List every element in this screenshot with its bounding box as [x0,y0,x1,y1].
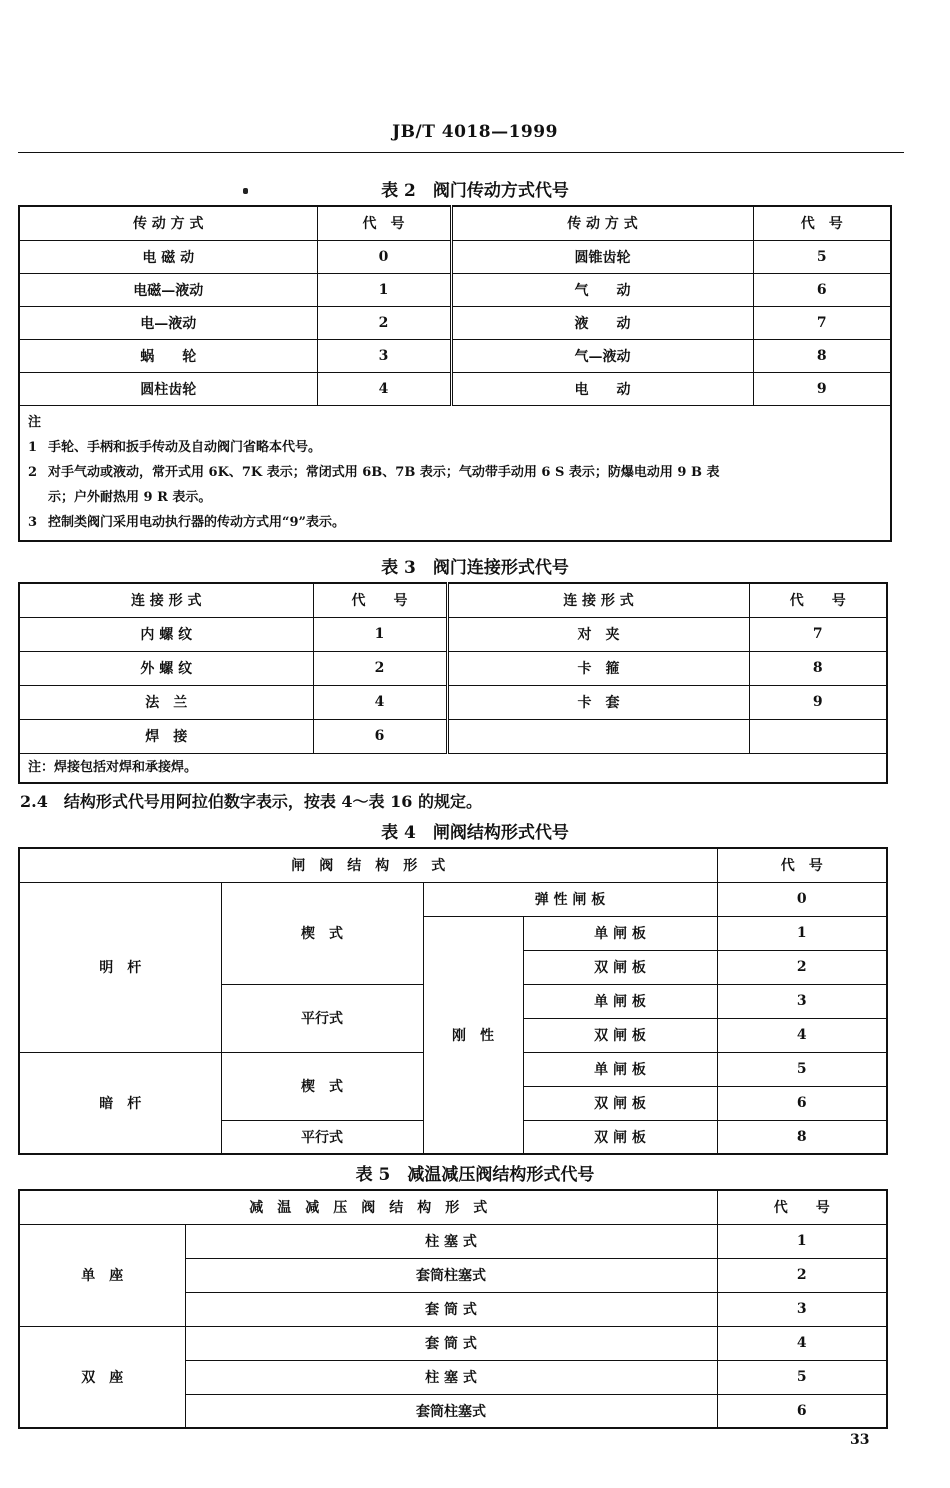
table-cell: 4 [317,372,451,405]
table5-caption: 表 5 减温减压阀结构形式代号 [355,1165,595,1185]
header-rule [18,152,904,153]
table3-note-row [19,753,887,783]
table2-header-cell: 传 动 方 式 [19,206,317,240]
table-cell: 8 [753,339,891,372]
table-cell: 电—液动 [19,306,317,339]
table2-caption: 表 2 阀门传动方式代号 [381,181,569,201]
table-cell: 套筒柱塞式 [185,1258,717,1292]
table4-tan-xing: 弹 性 闸 板 [423,882,717,916]
table-cell: 套 筒 式 [185,1292,717,1326]
note-text: 手轮、手柄和扳手传动及自动阀门省略本代号。 [48,439,322,455]
table-cell: 5 [753,240,891,273]
table-cell: 内 螺 纹 [19,617,313,651]
table3-header-cell: 代 号 [313,583,447,617]
table-cell: 双 闸 板 [523,1120,717,1154]
table2-notes-row [19,405,891,541]
table-cell: 6 [753,273,891,306]
table-cell: 对 夹 [447,617,749,651]
note-number: 3 [28,514,38,530]
table-cell: 2 [717,950,887,984]
table-cell: 6 [313,719,447,753]
table-cell: 1 [313,617,447,651]
table-cell: 卡 箍 [447,651,749,685]
table-cell: 1 [717,1224,887,1258]
table3 [18,582,888,784]
table-cell: 双 闸 板 [523,1086,717,1120]
table5-header-row [19,1190,887,1224]
table3-note: 注：焊接包括对焊和承接焊。 [19,753,887,783]
table-row [19,372,891,405]
table-cell: 4 [717,1326,887,1360]
note-number: 2 [28,464,38,480]
table-cell: 0 [317,240,451,273]
table-cell: 8 [749,651,887,685]
note-item [28,460,882,485]
table-cell: 柱 塞 式 [185,1224,717,1258]
table2-notes [19,405,891,541]
table4-ping-xing-shi: 平行式 [221,984,423,1052]
table5 [18,1189,888,1429]
table-cell: 9 [753,372,891,405]
table-row [19,719,887,753]
table4-ming-gan: 明 杆 [19,882,221,1052]
table4-caption: 表 4 闸阀结构形式代号 [381,823,569,843]
table-row [19,1326,887,1360]
table-row [19,1224,887,1258]
note-continuation: 示；户外耐热用 9 R 表示。 [48,489,212,505]
table-cell: 圆柱齿轮 [19,372,317,405]
table-cell: 套筒柱塞式 [185,1394,717,1428]
note-item [28,510,882,535]
table-cell: 8 [717,1120,887,1154]
table-cell: 5 [717,1052,887,1086]
note-text: 控制类阀门采用电动执行器的传动方式用“9”表示。 [48,514,346,530]
table-cell: 3 [717,984,887,1018]
table-cell: 1 [317,273,451,306]
table-cell: 9 [749,685,887,719]
table-row [19,685,887,719]
table-cell: 2 [313,651,447,685]
table5-group-label: 双 座 [19,1326,185,1428]
table4-xie-shi: 楔 式 [221,882,423,984]
table-cell: 柱 塞 式 [185,1360,717,1394]
notes-title: 注 [28,414,42,430]
table-row [19,306,891,339]
table-cell: 圆锥齿轮 [451,240,753,273]
table-cell: 4 [313,685,447,719]
table-cell: 6 [717,1086,887,1120]
table-cell: 套 筒 式 [185,1326,717,1360]
table-cell: 气 动 [451,273,753,306]
table3-header-cell: 连 接 形 式 [447,583,749,617]
table3-caption: 表 3 阀门连接形式代号 [381,558,569,578]
table-cell: 1 [717,916,887,950]
table-cell: 5 [717,1360,887,1394]
table4-an-gan: 暗 杆 [19,1052,221,1154]
table-cell: 双 闸 板 [523,1018,717,1052]
table4-header-row [19,848,887,882]
table3-header-row [19,583,887,617]
table2-header-cell: 代 号 [317,206,451,240]
note-item [28,435,882,460]
table4 [18,847,888,1155]
table4-header: 闸 阀 结 构 形 式 [19,848,717,882]
table-cell: 蜗 轮 [19,339,317,372]
table-cell: 焊 接 [19,719,313,753]
table4-xie-shi: 楔 式 [221,1052,423,1120]
section-paragraph: 2.4 结构形式代号用阿拉伯数字表示，按表 4～表 16 的规定。 [20,792,482,811]
table-row [19,882,887,916]
page-number: 33 [850,1432,870,1448]
note-number: 1 [28,439,38,455]
table3-header-cell: 连 接 形 式 [19,583,313,617]
table-cell: 2 [317,306,451,339]
table-cell: 单 闸 板 [523,1052,717,1086]
table5-group-label: 单 座 [19,1224,185,1326]
table-row [19,651,887,685]
table2-header-row [19,206,891,240]
table4-gang-xing: 刚 性 [423,916,523,1154]
table-cell: 卡 套 [447,685,749,719]
table-cell: 0 [717,882,887,916]
table-cell: 电 动 [451,372,753,405]
table-cell: 3 [717,1292,887,1326]
table-cell: 双 闸 板 [523,950,717,984]
table-row [19,273,891,306]
table3-header-cell: 代 号 [749,583,887,617]
table2 [18,205,892,542]
table-cell: 单 闸 板 [523,984,717,1018]
table2-header-cell: 传 动 方 式 [451,206,753,240]
table-row [19,240,891,273]
table2-header-cell: 代 号 [753,206,891,240]
table-cell: 电磁—液动 [19,273,317,306]
table-cell: 3 [317,339,451,372]
table-cell: 6 [717,1394,887,1428]
table-cell: 液 动 [451,306,753,339]
table4-code-header: 代 号 [717,848,887,882]
table-cell: 法 兰 [19,685,313,719]
table-cell: 外 螺 纹 [19,651,313,685]
table-cell [749,719,887,753]
table-cell: 气—液动 [451,339,753,372]
table5-header: 减 温 减 压 阀 结 构 形 式 [19,1190,717,1224]
table-cell: 电 磁 动 [19,240,317,273]
table4-ping-xing-shi: 平行式 [221,1120,423,1154]
table-cell: 7 [753,306,891,339]
table5-code-header: 代 号 [717,1190,887,1224]
table-cell: 7 [749,617,887,651]
table-row [19,339,891,372]
table-cell: 4 [717,1018,887,1052]
table-cell: 单 闸 板 [523,916,717,950]
table-cell: 2 [717,1258,887,1292]
table-cell [447,719,749,753]
note-text: 对手气动或液动，常开式用 6K、7K 表示；常闭式用 6B、7B 表示；气动带手动用 6 S 表示；防爆电动用 9 B 表 [48,464,720,480]
document-header: JB/T 4018—1999 [392,122,558,142]
table-row [19,617,887,651]
